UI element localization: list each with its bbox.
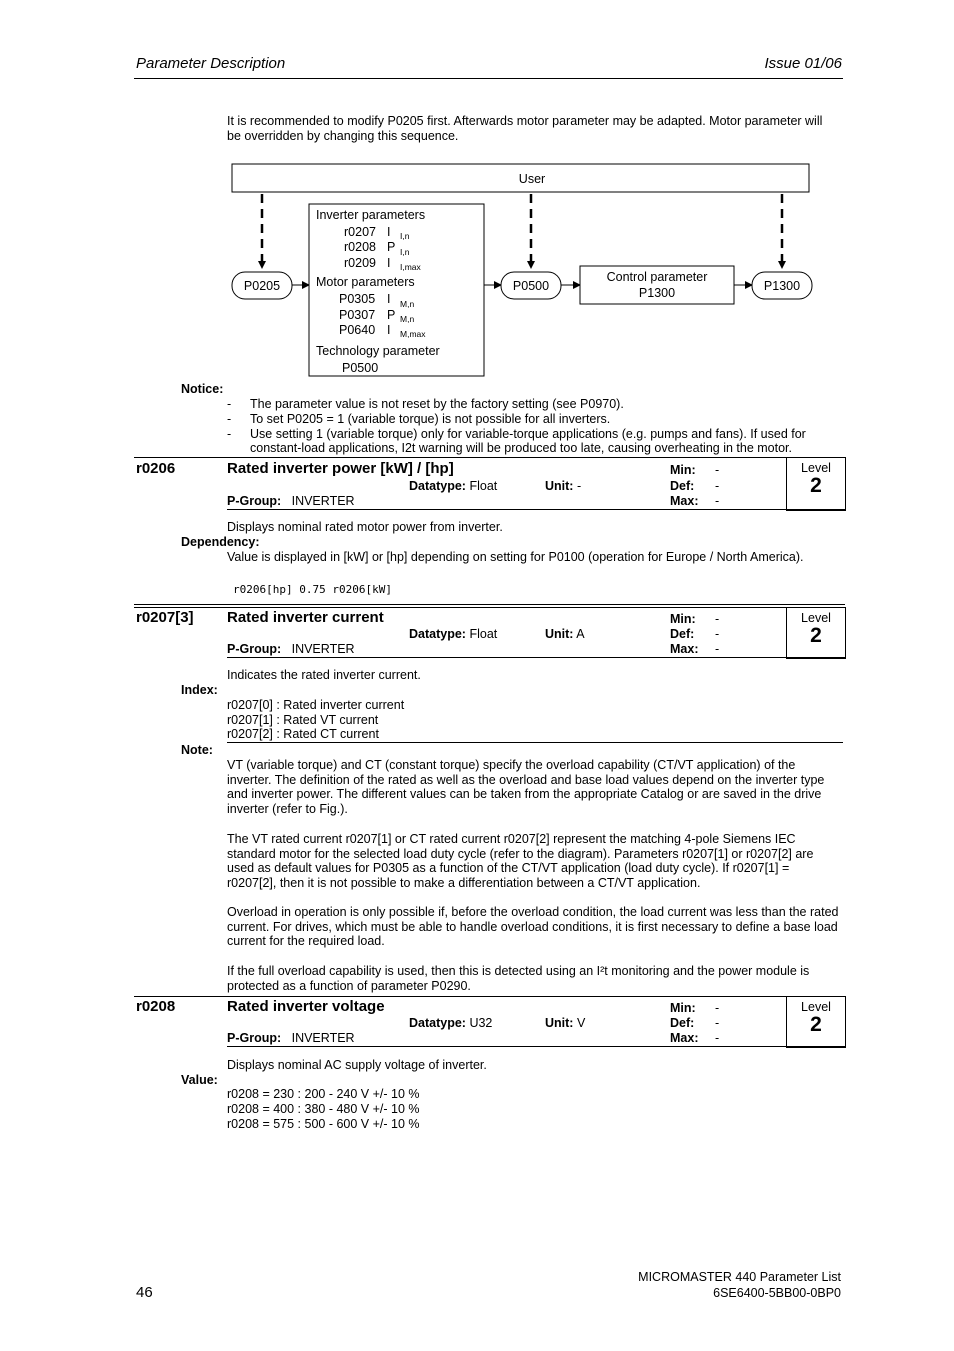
- pgroup-value: INVERTER: [291, 642, 355, 656]
- datatype-value: Float: [469, 627, 498, 641]
- mot-row-0-sym: I: [387, 292, 391, 306]
- level-value: 2: [810, 624, 822, 647]
- inv-row-0-sub: I,n: [400, 231, 410, 241]
- note-paragraph-0: VT (variable torque) and CT (constant torque) specify the overload capability (CT/VT application) of the inverter. The definition of the rated as well as the overload and base load values depend on the inverter type and inverter power. The different values can be taken from the appropriate Catalog or are saved in the drive inverter (refer to Fig.).: [227, 758, 825, 817]
- control-param-line2: P1300: [638, 286, 676, 300]
- r0207-def-value: -: [715, 627, 720, 641]
- index-label: Index:: [181, 683, 218, 697]
- datatype-value: U32: [469, 1016, 493, 1030]
- inv-row-1-sub: I,n: [400, 247, 410, 257]
- mot-row-0-param: P0305: [339, 292, 376, 306]
- r0208-description: Displays nominal AC supply voltage of inverter.: [227, 1058, 487, 1072]
- level-label: Level: [801, 461, 831, 475]
- mot-row-2-sub: M,max: [400, 329, 426, 339]
- r0207-unit: [545, 627, 585, 641]
- parameter-flow-diagram: [0, 0, 954, 390]
- node-p1300-label: P1300: [763, 279, 801, 293]
- pgroup-value: INVERTER: [291, 494, 355, 508]
- mot-row-2-sym: I: [387, 323, 391, 337]
- r0206-unit: [545, 479, 581, 493]
- control-param-line1: Control parameter: [606, 270, 708, 284]
- footer-order-number: 6SE6400-5BB00-0BP0: [713, 1286, 841, 1300]
- r0207-level-box: [786, 607, 846, 659]
- intro-text: It is recommended to modify P0205 first. Afterwards motor parameter may be adapted. Motor parameter will be overridden by changing this sequence.: [227, 114, 823, 143]
- r0208-pgroup: [227, 1031, 355, 1045]
- r0206-max-value: -: [715, 494, 720, 508]
- value-item-2: r0208 = 575 : 500 - 600 V +/- 10 %: [227, 1117, 420, 1131]
- notice-dash-0: -: [227, 397, 232, 411]
- inverter-params-title: Inverter parameters: [316, 208, 426, 222]
- r0206-pgroup: [227, 494, 355, 508]
- r0208-def-value: -: [715, 1016, 720, 1030]
- index-item-0: r0207[0] : Rated inverter current: [227, 698, 405, 712]
- note-rule: [227, 742, 843, 743]
- r0206-min-label: Min:: [670, 463, 696, 477]
- value-item-1: r0208 = 400 : 380 - 480 V +/- 10 %: [227, 1102, 420, 1116]
- r0207-min-label: Min:: [670, 612, 696, 626]
- r0208-min-value: -: [715, 1001, 720, 1015]
- unit-value: A: [576, 627, 585, 641]
- r0206-level-box: [786, 457, 846, 511]
- r0206-bottom-rule: [227, 509, 845, 510]
- index-item-1: r0207[1] : Rated VT current: [227, 713, 379, 727]
- r0206-min-value: -: [715, 463, 720, 477]
- inv-row-1-sym: P: [387, 240, 396, 254]
- unit-label: Unit:: [545, 1016, 574, 1030]
- notice-item-2: Use setting 1 (variable torque) only for variable-torque applications (e.g. pumps and fans). If used for constant-load applications, I2t warning will be produced too late, causing overheating in the motor.: [250, 427, 806, 455]
- dependency-text: Value is displayed in [kW] or [hp] depending on setting for P0100 (operation for Europe / North America).: [227, 550, 804, 564]
- value-item-0: r0208 = 230 : 200 - 240 V +/- 10 %: [227, 1087, 420, 1101]
- note-label: Note:: [181, 743, 213, 757]
- r0207-def-label: Def:: [670, 627, 695, 641]
- node-p0500-label: P0500: [512, 279, 550, 293]
- pgroup-label: P-Group:: [227, 494, 282, 508]
- level-label: Level: [801, 611, 831, 625]
- datatype-value: Float: [469, 479, 498, 493]
- note-paragraph-2: Overload in operation is only possible if, before the overload condition, the load current was less than the rated current. For drives, which must be able to handle overload conditions, it is first necessary to define a base load current for the required load.: [227, 905, 839, 949]
- index-item-2: r0207[2] : Rated CT current: [227, 727, 379, 741]
- note-paragraph-3: If the full overload capability is used, then this is detected using an I²t monitoring and the power module is protected as a function of parameter P0290.: [227, 964, 810, 993]
- r0208-datatype: [409, 1016, 492, 1030]
- mot-row-1-sym: P: [387, 308, 396, 322]
- notice-item-0: The parameter value is not reset by the factory setting (see P0970).: [250, 397, 624, 411]
- r0208-unit: [545, 1016, 585, 1030]
- footer-product: MICROMASTER 440 Parameter List: [638, 1270, 841, 1284]
- r0208-max-label: Max:: [670, 1031, 699, 1045]
- r0208-top-rule: [134, 996, 845, 997]
- inv-row-0-param: r0207: [344, 225, 376, 239]
- pgroup-label: P-Group:: [227, 642, 282, 656]
- r0207-max-value: -: [715, 642, 720, 656]
- inv-row-2-sub: I,max: [400, 262, 421, 272]
- mot-row-0-sub: M,n: [400, 299, 415, 309]
- r0207-max-label: Max:: [670, 642, 699, 656]
- header-issue: Issue 01/06: [764, 55, 842, 72]
- inv-row-2-sym: I: [387, 256, 391, 270]
- r0206-formula: r0206[hp] 0.75 r0206[kW]: [233, 583, 392, 596]
- r0207-bottom-rule: [227, 657, 845, 658]
- r0207-top-rule-a: [134, 604, 845, 605]
- r0206-top-rule: [134, 457, 845, 458]
- node-p0205-label: P0205: [243, 279, 281, 293]
- notice-item-1: To set P0205 = 1 (variable torque) is not possible for all inverters.: [250, 412, 611, 426]
- r0206-def-label: Def:: [670, 479, 695, 493]
- r0207-datatype: [409, 627, 497, 641]
- pgroup-value: INVERTER: [291, 1031, 355, 1045]
- header-title: Parameter Description: [136, 55, 286, 72]
- note-paragraph-1: The VT rated current r0207[1] or CT rated current r0207[2] represent the matching 4-pole Siemens IEC standard motor for the selected load duty cycle (refer to the diagram). Parameters r0207[1] or r0207[2] are used as default values for P0305 as a function of the CT/VT application (load duty cycle). If r0207[1] = r0207[2], then it is not possible to make a differentiation between a CT/VT application.: [227, 832, 814, 891]
- page-number: 46: [136, 1284, 153, 1301]
- tech-param-title: Technology parameter: [316, 344, 440, 358]
- r0207-min-value: -: [715, 612, 720, 626]
- r0208-id: r0208: [136, 998, 176, 1015]
- unit-value: -: [576, 479, 582, 493]
- tech-param-value: P0500: [342, 361, 379, 375]
- mot-row-1-sub: M,n: [400, 314, 415, 324]
- unit-value: V: [576, 1016, 586, 1030]
- user-label: User: [518, 172, 546, 186]
- motor-params-title: Motor parameters: [316, 275, 415, 289]
- unit-label: Unit:: [545, 479, 574, 493]
- r0207-description: Indicates the rated inverter current.: [227, 668, 421, 682]
- notice-dash-2: -: [227, 427, 232, 441]
- r0207-id: r0207[3]: [136, 609, 194, 626]
- r0206-id: r0206: [136, 460, 176, 477]
- inv-row-0-sym: I: [387, 225, 391, 239]
- mot-row-2-param: P0640: [339, 323, 376, 337]
- level-value: 2: [810, 474, 822, 497]
- notice-dash-1: -: [227, 412, 232, 426]
- r0206-def-value: -: [715, 479, 720, 493]
- r0208-title: Rated inverter voltage: [227, 998, 385, 1015]
- pgroup-label: P-Group:: [227, 1031, 282, 1045]
- inv-row-1-param: r0208: [344, 240, 376, 254]
- inv-row-2-param: r0209: [344, 256, 376, 270]
- r0208-def-label: Def:: [670, 1016, 695, 1030]
- datatype-label: Datatype:: [409, 627, 466, 641]
- r0206-datatype: [409, 479, 497, 493]
- notice-label: Notice:: [181, 382, 224, 396]
- r0207-title: Rated inverter current: [227, 609, 384, 626]
- r0206-description: Displays nominal rated motor power from inverter.: [227, 520, 503, 534]
- r0207-pgroup: [227, 642, 355, 656]
- r0207-top-rule-b: [134, 607, 845, 608]
- value-label: Value:: [181, 1073, 218, 1087]
- datatype-label: Datatype:: [409, 479, 466, 493]
- r0208-bottom-rule: [227, 1046, 845, 1047]
- r0208-min-label: Min:: [670, 1001, 696, 1015]
- level-label: Level: [801, 1000, 831, 1014]
- r0208-max-value: -: [715, 1031, 720, 1045]
- r0206-title: Rated inverter power [kW] / [hp]: [227, 460, 454, 477]
- datatype-label: Datatype:: [409, 1016, 466, 1030]
- dependency-label: Dependency:: [181, 535, 260, 549]
- r0206-max-label: Max:: [670, 494, 699, 508]
- mot-row-1-param: P0307: [339, 308, 376, 322]
- level-value: 2: [810, 1013, 822, 1036]
- unit-label: Unit:: [545, 627, 574, 641]
- r0208-level-box: [786, 996, 846, 1048]
